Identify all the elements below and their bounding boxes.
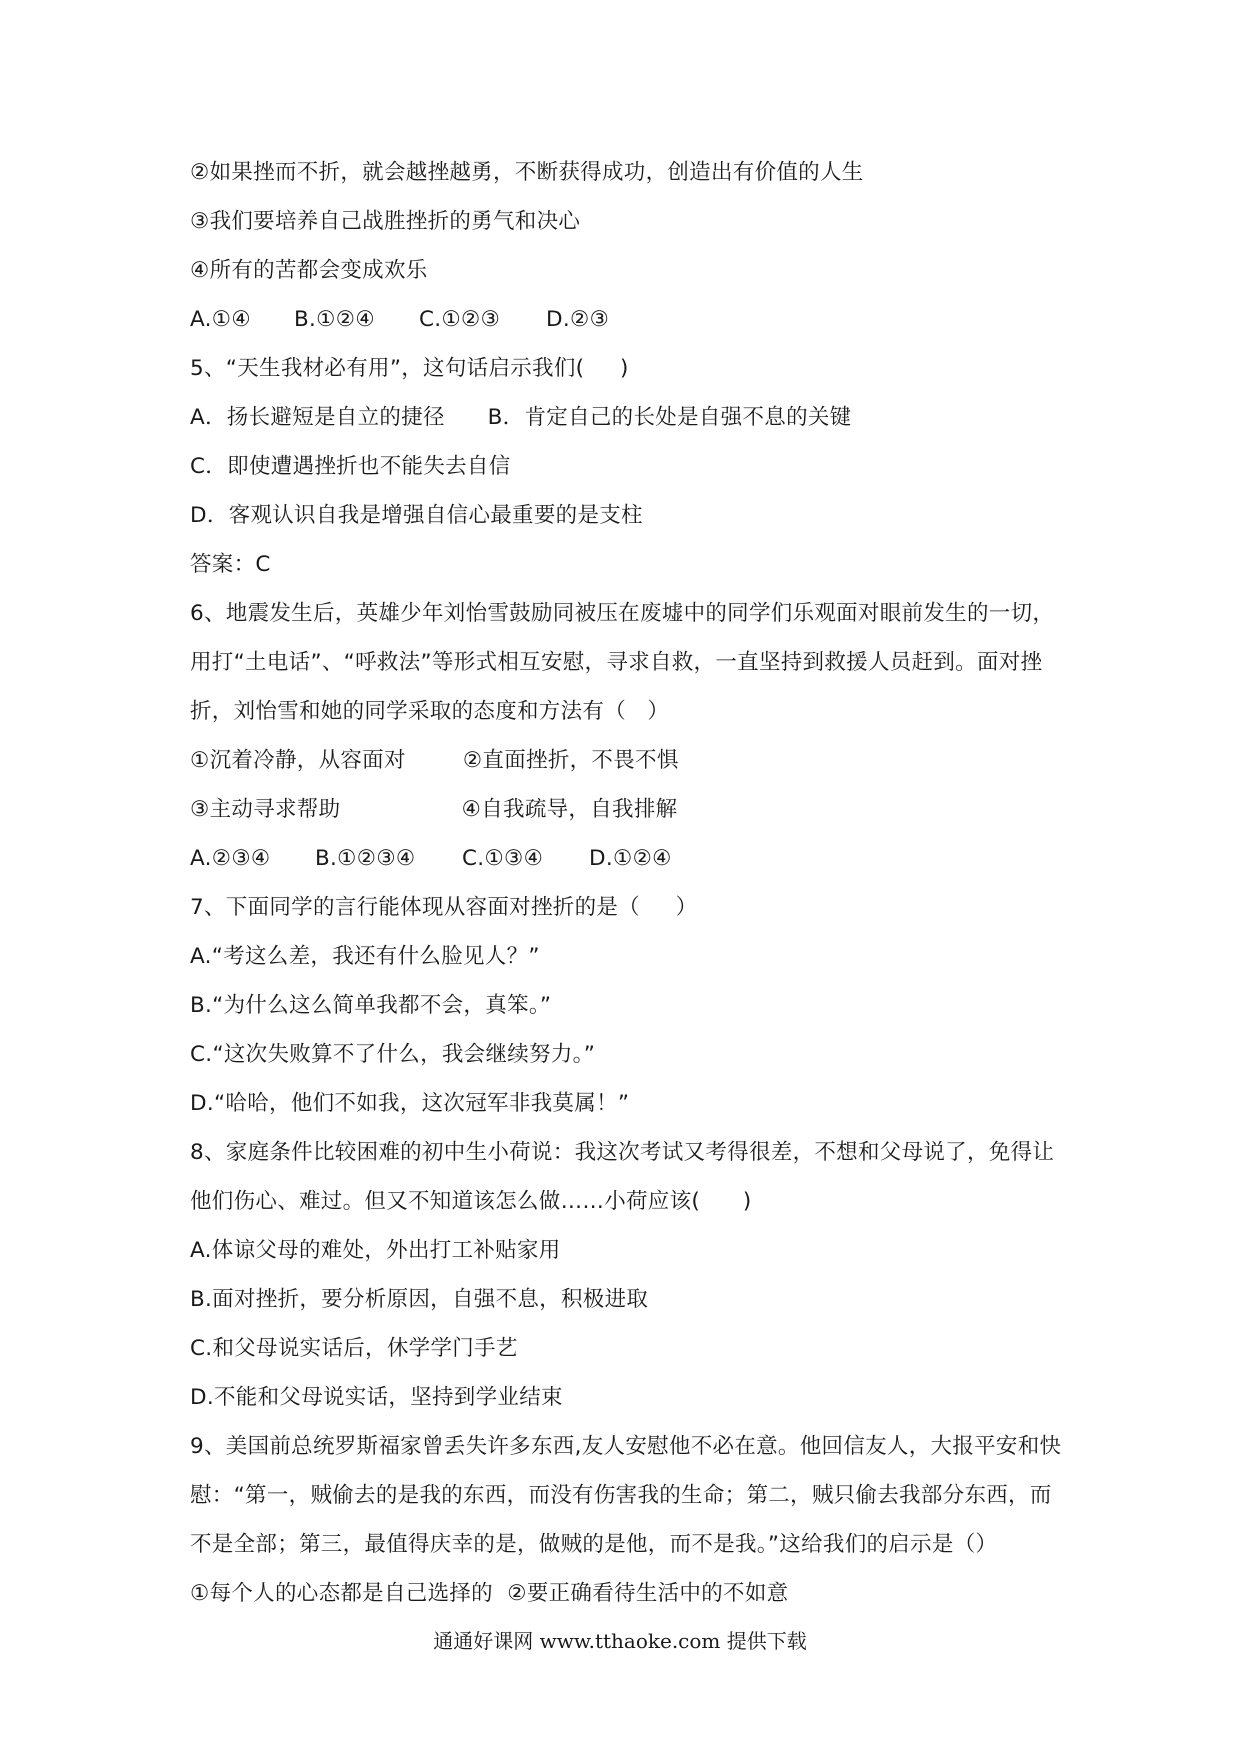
q9-stem-2: 慰：“第一，贼偷去的是我的东西，而没有伤害我的生命；第二，贼只偷去我部分东西，而 — [190, 1483, 1052, 1508]
q7-option-b: B.“为什么这么简单我都不会，真笨。” — [190, 993, 552, 1018]
q8-option-b: B.面对挫折，要分析原因，自强不息，积极进取 — [190, 1287, 649, 1312]
choice-b: B.①②③④ — [315, 846, 416, 871]
choice-a: A.②③④ — [190, 846, 271, 871]
q5-option-d: D．客观认识自我是增强自信心最重要的是支柱 — [190, 503, 643, 528]
choice-b: B.①②④ — [294, 307, 375, 332]
q7-option-d: D.“哈哈，他们不如我，这次冠军非我莫属！” — [190, 1091, 630, 1116]
q4-choices — [190, 305, 609, 335]
option-line-3: ③我们要培养自己战胜挫折的勇气和决心 — [190, 209, 581, 234]
q6-statements-34: ③主动寻求帮助 ④自我疏导，自我排解 — [190, 797, 678, 822]
q5-stem: 5、“天生我材必有用”，这句话启示我们( ) — [190, 356, 629, 381]
choice-d: D.①②④ — [589, 846, 672, 871]
q9-stem-3: 不是全部；第三，最值得庆幸的是，做贼的是他，而不是我。”这给我们的启示是（） — [190, 1532, 998, 1557]
choice-a: A.①④ — [190, 307, 251, 332]
q5-option-c: C．即使遭遇挫折也不能失去自信 — [190, 454, 511, 479]
q8-stem-1: 8、家庭条件比较困难的初中生小荷说：我这次考试又考得很差，不想和父母说了，免得让 — [190, 1140, 1055, 1165]
q8-stem-2: 他们伤心、难过。但又不知道该怎么做……小荷应该( ) — [190, 1189, 752, 1214]
q9-stem-1: 9、美国前总统罗斯福家曾丢失许多东西,友人安慰他不必在意。他回信友人，大报平安和快 — [190, 1434, 1062, 1459]
choice-c: C.①②③ — [419, 307, 501, 332]
q6-choices — [190, 844, 672, 874]
page-footer: 通通好课网 www.tthaoke.com 提供下载 — [433, 1629, 807, 1653]
option-line-2: ②如果挫而不折，就会越挫越勇，不断获得成功，创造出有价值的人生 — [190, 160, 864, 185]
q6-statements-12: ①沉着冷静，从容面对 ②直面挫折，不畏不惧 — [190, 748, 679, 773]
choice-d: D.②③ — [546, 307, 610, 332]
q7-option-c: C.“这次失败算不了什么，我会继续努力。” — [190, 1042, 596, 1067]
q8-option-d: D.不能和父母说实话，坚持到学业结束 — [190, 1385, 563, 1410]
q9-statements-12: ①每个人的心态都是自己选择的 ②要正确看待生活中的不如意 — [190, 1581, 789, 1606]
q6-stem-1: 6、地震发生后，英雄少年刘怡雪鼓励同被压在废墟中的同学们乐观面对眼前发生的一切， — [190, 601, 1055, 626]
q5-options-ab: A．扬长避短是自立的捷径 B．肯定自己的长处是自强不息的关键 — [190, 405, 852, 430]
choice-c: C.①③④ — [462, 846, 544, 871]
q7-stem: 7、下面同学的言行能体现从容面对挫折的是（ ） — [190, 895, 698, 920]
q8-option-a: A.体谅父母的难处，外出打工补贴家用 — [190, 1238, 561, 1263]
q6-stem-2: 用打“土电话”、“呼救法”等形式相互安慰，寻求自救，一直坚持到救援人员赶到。面对挫 — [190, 650, 1043, 675]
q5-answer: 答案：C — [190, 552, 271, 577]
q7-option-a: A.“考这么差，我还有什么脸见人？” — [190, 944, 540, 969]
option-line-4: ④所有的苦都会变成欢乐 — [190, 258, 428, 283]
q6-stem-3: 折，刘怡雪和她的同学采取的态度和方法有（ ） — [190, 699, 670, 724]
q8-option-c: C.和父母说实话后，休学学门手艺 — [190, 1336, 518, 1361]
